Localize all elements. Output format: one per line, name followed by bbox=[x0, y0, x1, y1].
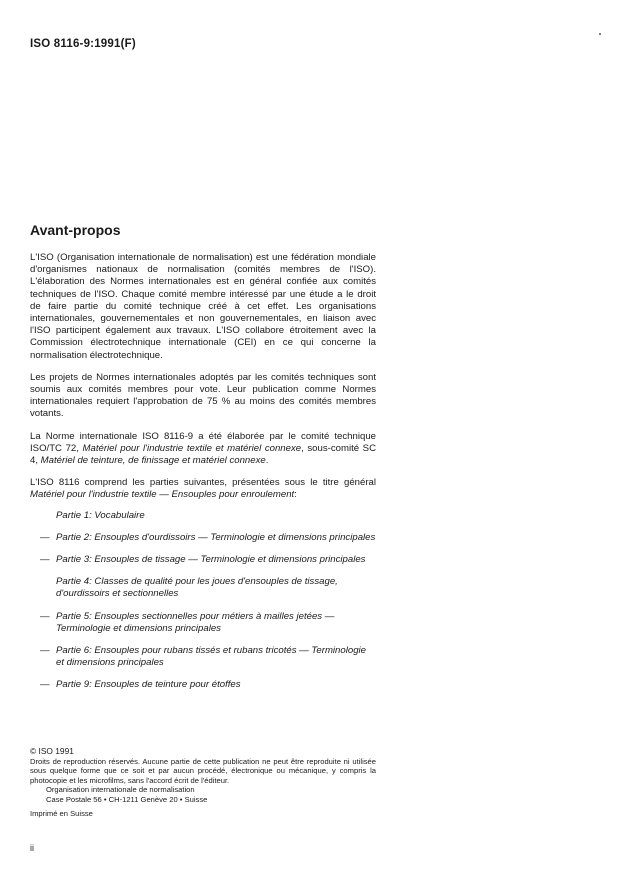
list-item bbox=[30, 611, 376, 635]
list-item bbox=[30, 510, 376, 522]
paragraph-voting: Les projets de Normes internationales adoptés par les comités techniques sont soumis aux comités membres pour vote. Leur publication comme Normes internationales requiert l'approbation de 75 % au moins des comités membres votants. bbox=[30, 371, 376, 420]
list-item bbox=[30, 645, 376, 669]
list-item-text: Partie 4: Classes de qualité pour les joues d'ensouples de tissage, d'ourdissoirs et sectionnelles bbox=[56, 576, 338, 600]
list-item-text: Partie 5: Ensouples sectionnelles pour métiers à mailles jetées — Terminologie et dimensions principales bbox=[56, 610, 335, 634]
committee-text-3: . bbox=[265, 455, 269, 467]
list-item bbox=[30, 532, 376, 544]
parts-intro-colon: : bbox=[294, 489, 297, 501]
list-dash: — bbox=[40, 679, 50, 691]
committee-text-1: La Norme internationale ISO 8116-9 a été élaborée par le comité technique ISO/TC 72, bbox=[30, 430, 376, 454]
paragraph-committee bbox=[30, 431, 376, 468]
list-item bbox=[30, 576, 376, 600]
parts-list bbox=[30, 510, 376, 692]
list-item bbox=[30, 679, 376, 691]
rights-notice: Droits de reproduction réservés. Aucune partie de cette publication ne peut être reproduite ni utilisée sous quelque forme que ce soit et par aucun procédé, électronique ou mécanique, y compris la photocopie et les microfilms, sans l'accord écrit de l'éditeur. bbox=[30, 756, 376, 785]
paragraph-iso-intro: L'ISO (Organisation internationale de normalisation) est une fédération mondiale d'organismes nationaux de normalisation (comités membres de l'ISO). L'élaboration des Normes internationales est en général confiée aux comités techniques de l'ISO. Chaque comité membre intéressé par une étude a le droit de faire partie du comité technique créé à cet effet. Les organisations internationales, gouvernementales et non gouvernementales, en liaison avec l'ISO participent également aux travaux. L'ISO collabore étroitement avec la Commission électrotechnique internationale (CEI) en ce qui concerne la normalisation électrotechnique. bbox=[30, 252, 376, 361]
committee-text-2: , sous-comité SC 4, bbox=[30, 442, 376, 467]
list-item-text: Partie 1: Vocabulaire bbox=[56, 509, 145, 521]
publisher-name: Organisation internationale de normalisation bbox=[46, 785, 195, 795]
parts-intro-text: L'ISO 8116 comprend les parties suivantes, présentées sous le titre général bbox=[30, 477, 376, 489]
document-id: ISO 8116-9:1991(F) bbox=[30, 38, 136, 50]
printed-in: Imprimé en Suisse bbox=[30, 808, 93, 818]
copyright-block bbox=[30, 747, 376, 818]
paragraph-parts-intro bbox=[30, 477, 376, 501]
page-number: ii bbox=[30, 843, 34, 853]
publisher-address: Case Postale 56 • CH-1211 Genève 20 • Suisse bbox=[46, 794, 208, 804]
list-item-text: Partie 3: Ensouples de tissage — Terminologie et dimensions principales bbox=[56, 554, 366, 566]
list-dash: — bbox=[40, 554, 50, 566]
scan-speck bbox=[599, 33, 601, 35]
subcommittee-title-italic: Matériel de teinture, de finissage et matériel connexe bbox=[40, 455, 266, 467]
list-item-text: Partie 9: Ensouples de teinture pour étoffes bbox=[56, 679, 241, 691]
section-title: Avant-propos bbox=[30, 222, 121, 238]
foreword-body bbox=[30, 252, 376, 702]
parts-general-title-italic: Matériel pour l'industrie textile — Ensouples pour enroulement bbox=[30, 489, 295, 501]
list-item bbox=[30, 554, 376, 566]
list-dash: — bbox=[40, 531, 50, 543]
list-dash: — bbox=[40, 645, 50, 657]
copyright-line: © ISO 1991 bbox=[30, 746, 74, 756]
list-dash: — bbox=[40, 610, 50, 622]
committee-title-italic: Matériel pour l'industrie textile et matériel connexe bbox=[82, 442, 302, 454]
list-item-text: Partie 2: Ensouples d'ourdissoirs — Terminologie et dimensions principales bbox=[56, 531, 376, 543]
list-item-text: Partie 6: Ensouples pour rubans tissés et rubans tricotés — Terminologie et dimensions principales bbox=[56, 645, 367, 669]
